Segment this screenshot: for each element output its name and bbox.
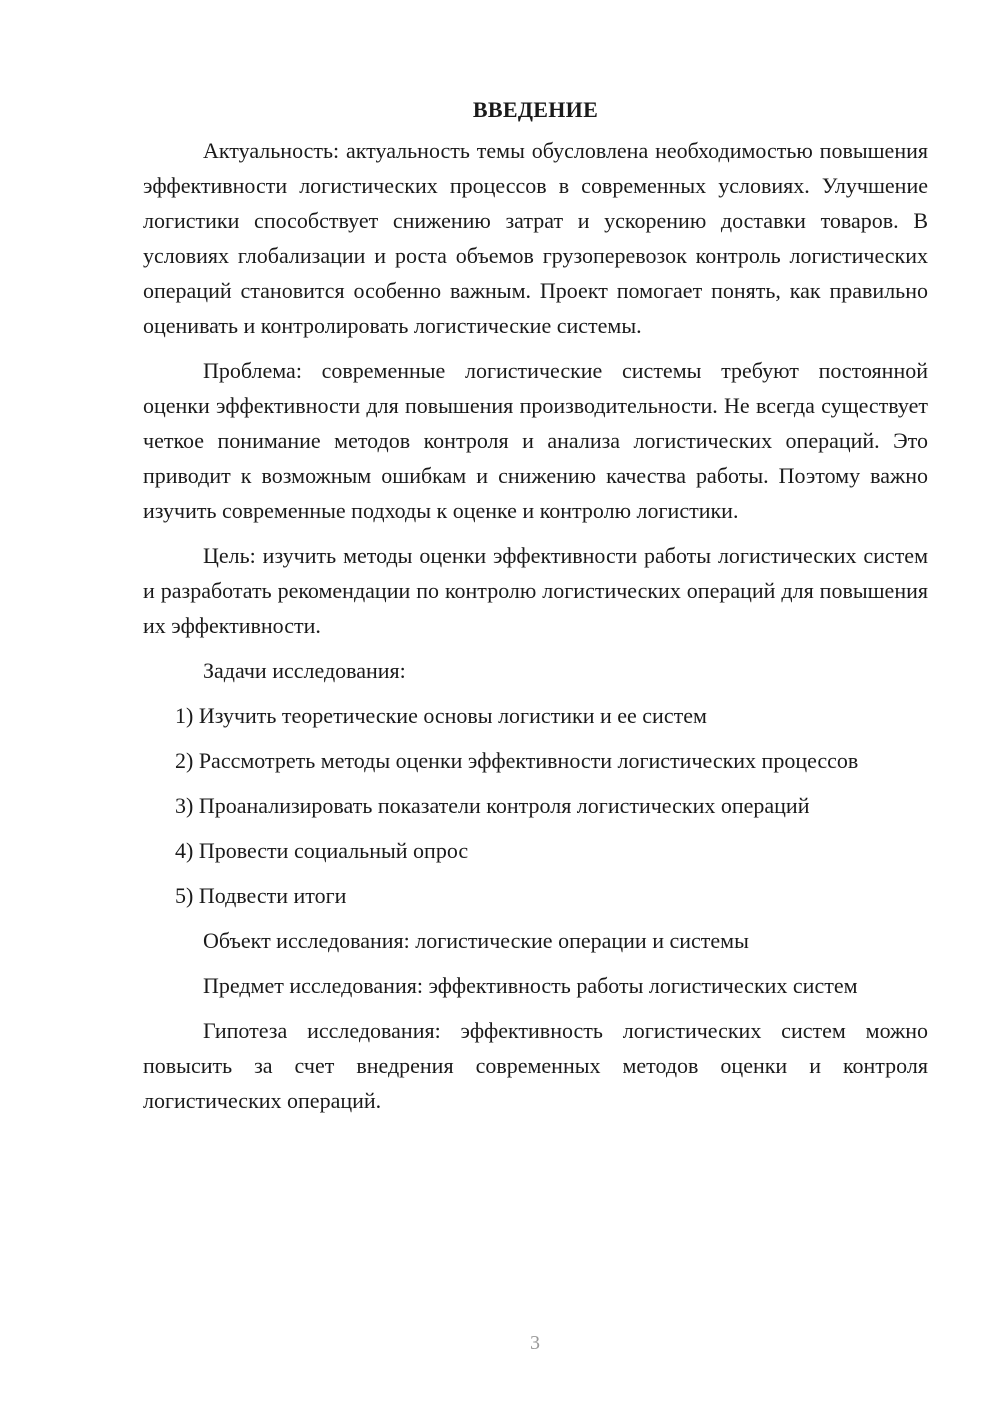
task-item: 3) Проанализировать показатели контроля логистических операций	[175, 793, 810, 818]
task-item: 2) Рассмотреть методы оценки эффективности логистических процессов	[175, 748, 859, 773]
paragraph-relevance: Актуальность: актуальность темы обусловлена необходимостью повышения эффективности логистических процессов в современных условиях. Улучшение логистики способствует снижению затрат и ускорению доставки товаров. В условиях глобализации и роста объемов грузоперевозок контроль логистических операций становится особенно важным. Проект помогает понять, как правильно оценивать и контролировать логистические системы.	[143, 138, 928, 338]
paragraph-goal: Цель: изучить методы оценки эффективности работы логистических систем и разработать рекомендации по контролю логистических операций для повышения их эффективности.	[143, 543, 928, 638]
task-item: 1) Изучить теоретические основы логистики и ее систем	[175, 703, 707, 728]
document-page	[143, 92, 928, 1128]
page-number: 3	[530, 1332, 540, 1354]
paragraph-subject: Предмет исследования: эффективность работы логистических систем	[203, 973, 858, 998]
tasks-heading: Задачи исследования:	[203, 658, 406, 683]
task-item: 5) Подвести итоги	[175, 883, 347, 908]
paragraph-object: Объект исследования: логистические операции и системы	[203, 928, 749, 953]
page-title: ВВЕДЕНИЕ	[472, 97, 599, 122]
paragraph-problem: Проблема: современные логистические системы требуют постоянной оценки эффективности для повышения производительности. Не всегда существует четкое понимание методов контроля и анализа логистических операций. Это приводит к возможным ошибкам и снижению качества работы. Поэтому важно изучить современные подходы к оценке и контролю логистики.	[143, 358, 928, 523]
task-item: 4) Провести социальный опрос	[175, 838, 469, 863]
paragraph-hypothesis: Гипотеза исследования: эффективность логистических систем можно повысить за счет внедрения современных методов оценки и контроля логистических операций.	[143, 1018, 928, 1113]
